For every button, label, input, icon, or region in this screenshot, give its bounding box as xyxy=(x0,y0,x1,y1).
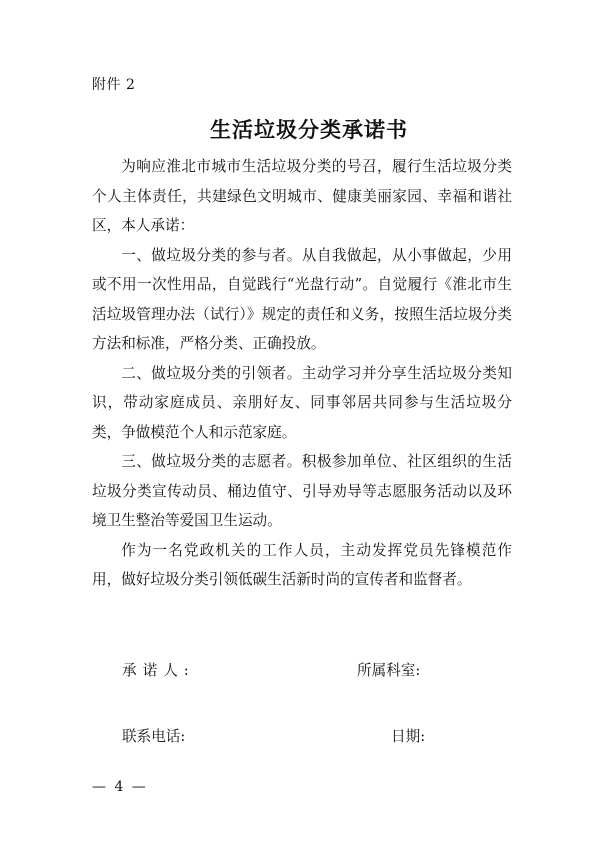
date-label: 日期: xyxy=(391,728,426,745)
phone-label: 联系电话: xyxy=(122,728,186,745)
document-body xyxy=(92,152,512,595)
promiser-label: 承诺人: xyxy=(122,662,195,679)
document-title: 生活垃圾分类承诺书 xyxy=(210,117,408,142)
page-number: — 4 — xyxy=(92,779,148,795)
pledge-paragraph-1: 一、做垃圾分类的参与者。从自我做起，从小事做起，少用或不用一次性用品，自觉践行“光盘行动”。自觉履行《淮北市生活垃圾管理办法（试行）》规定的责任和义务，按照生活垃圾分类方法和标准，严格分类、正确投放。 xyxy=(92,246,512,352)
intro-paragraph: 为响应淮北市城市生活垃圾分类的号召，履行生活垃圾分类个人主体责任，共建绿色文明城市、健康美丽家园、幸福和谐社区，本人承诺： xyxy=(92,158,512,234)
department-label: 所属科室: xyxy=(357,662,421,679)
pledge-paragraph-3: 三、做垃圾分类的志愿者。积极参加单位、社区组织的生活垃圾分类宣传动员、桶边值守、引导劝导等志愿服务活动以及环境卫生整治等爱国卫生运动。 xyxy=(92,453,512,529)
attachment-label: 附件 2 xyxy=(92,77,136,93)
pledge-paragraph-2: 二、做垃圾分类的引领者。主动学习并分享生活垃圾分类知识，带动家庭成员、亲朋好友、同事邻居共同参与生活垃圾分类，争做模范个人和示范家庭。 xyxy=(92,364,512,441)
closing-paragraph: 作为一名党政机关的工作人员，主动发挥党员先锋模范作用，做好垃圾分类引领低碳生活新时尚的宣传者和监督者。 xyxy=(92,541,512,588)
